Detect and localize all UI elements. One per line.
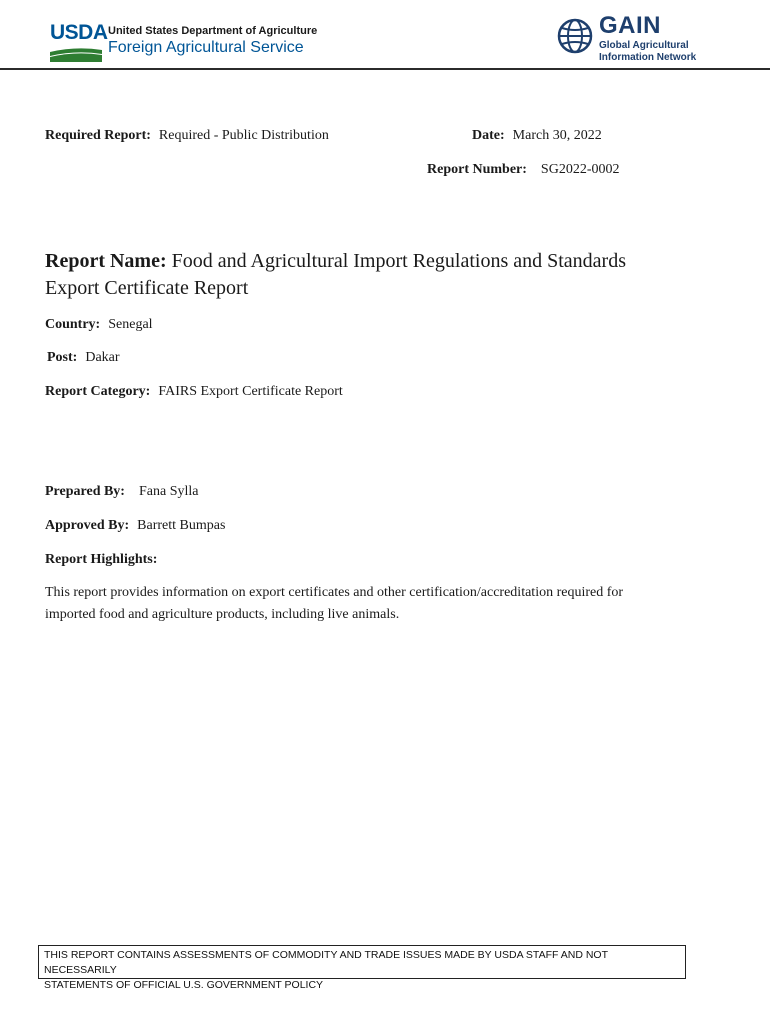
date-label: Date: (472, 128, 505, 143)
report-name-value-line2: Export Certificate Report (45, 277, 249, 299)
report-highlights-heading (45, 551, 157, 569)
highlights-line-2: imported food and agriculture products, including live animals. (45, 607, 400, 622)
page-header (0, 0, 770, 72)
post-label: Post: (47, 350, 78, 365)
approved-by-value: Barrett Bumpas (137, 518, 226, 533)
gain-logo-subtitle-1: Global Agricultural (599, 40, 689, 51)
prepared-by-label: Prepared By: (45, 484, 125, 499)
disclaimer-line-1: THIS REPORT CONTAINS ASSESSMENTS OF COMMODITY AND TRADE ISSUES MADE BY USDA STAFF AND NOT NECESSARILY (44, 949, 608, 976)
report-number-value: SG2022-0002 (540, 162, 620, 177)
date-value: March 30, 2022 (512, 128, 602, 143)
required-report-label: Required Report: (45, 128, 151, 143)
date-field (472, 127, 602, 145)
country-label: Country: (45, 317, 101, 332)
report-name (45, 248, 745, 302)
globe-icon (556, 17, 594, 55)
usda-logo (50, 21, 108, 62)
report-category-label: Report Category: (45, 384, 151, 399)
gain-logo-title: GAIN (599, 12, 661, 39)
prepared-by-value: Fana Sylla (138, 484, 199, 499)
required-report-value: Required - Public Distribution (158, 128, 329, 143)
report-name-value-line1: Food and Agricultural Import Regulations and Standards (171, 250, 626, 272)
country-value: Senegal (108, 317, 153, 332)
disclaimer-box (38, 945, 686, 991)
agency-department-name: United States Department of Agriculture (108, 25, 318, 37)
approved-by-field (45, 517, 225, 535)
report-category-value: FAIRS Export Certificate Report (158, 384, 343, 399)
report-category-field (45, 383, 343, 401)
disclaimer-line-2: STATEMENTS OF OFFICIAL U.S. GOVERNMENT POLICY (44, 979, 324, 991)
agency-service-name: Foreign Agricultural Service (108, 39, 304, 56)
highlights-line-1: This report provides information on export certificates and other certification/accreditation required for (45, 585, 624, 600)
usda-logo-text: USDA (50, 21, 108, 44)
report-number-label: Report Number: (427, 162, 527, 177)
required-report-field (45, 127, 329, 145)
gain-logo-subtitle-2: Information Network (599, 52, 697, 63)
usda-fields-icon (50, 46, 102, 62)
report-number-field (427, 161, 619, 179)
country-field (45, 316, 153, 334)
approved-by-label: Approved By: (45, 518, 130, 533)
prepared-by-field (45, 483, 198, 501)
header-divider (0, 68, 770, 70)
report-highlights-text (45, 582, 705, 626)
post-field (47, 349, 120, 367)
report-name-label: Report Name: (45, 250, 167, 272)
post-value: Dakar (85, 350, 120, 365)
report-highlights-label: Report Highlights: (45, 552, 158, 567)
